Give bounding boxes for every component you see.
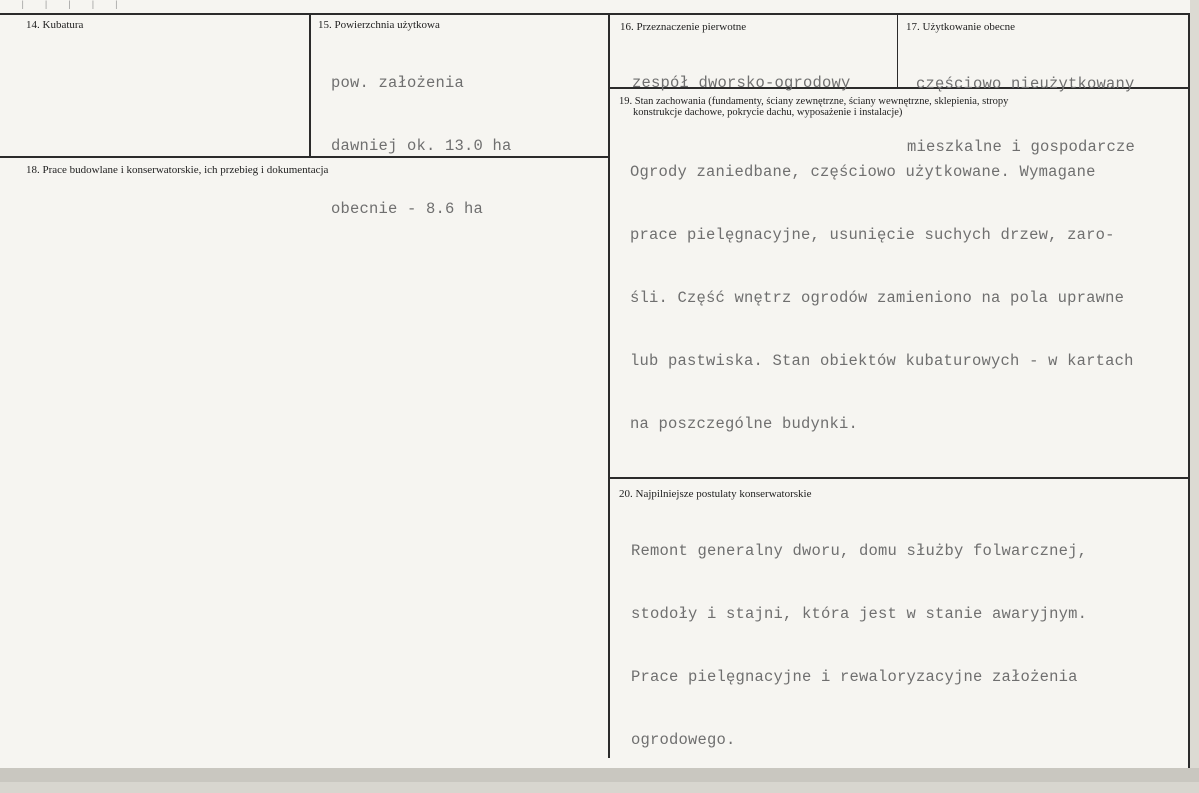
rule-14-15 — [309, 13, 311, 157]
field-16-line: zespół dworsko-ogrodowy — [632, 74, 851, 92]
field-15-line: obecnie - 8.6 ha — [331, 200, 484, 218]
field-17-line: częściowo nieużytkowany — [916, 75, 1135, 93]
field-20-label: 20. Najpilniejsze postulaty konserwatorskie — [619, 488, 812, 500]
field-20-line: Prace pielęgnacyjne i rewaloryzacyjne założenia — [631, 668, 1078, 686]
field-19-label-line2: konstrukcje dachowe, pokrycie dachu, wyposażenie i instalacje) — [633, 107, 903, 118]
field-20-line: stodoły i stajni, która jest w stanie awaryjnym. — [631, 605, 1088, 623]
field-20-value — [631, 499, 1087, 793]
field-20-line: Remont generalny dworu, domu służby folwarcznej, — [631, 542, 1088, 560]
field-18-label: 18. Prace budowlane i konserwatorskie, ich przebieg i dokumentacja — [26, 164, 329, 176]
field-19-line: lub pastwiska. Stan obiektów kubaturowych - w kartach — [630, 352, 1134, 370]
field-19-line: Ogrody zaniedbane, częściowo użytkowane. Wymagane — [630, 163, 1096, 181]
field-15-line: dawniej ok. 13.0 ha — [331, 137, 512, 155]
field-19-line: na poszczególne budynki. — [630, 415, 859, 433]
field-19-value — [630, 120, 1134, 477]
scan-edge-right — [1190, 0, 1199, 782]
field-19-label-line1: 19. Stan zachowania (fundamenty, ściany zewnętrzne, ściany wewnętrzne, sklepienia, stropy — [619, 96, 1009, 107]
field-16-label: 16. Przeznaczenie pierwotne — [620, 21, 747, 33]
field-19-line: śli. Część wnętrz ogrodów zamieniono na pola uprawne — [630, 289, 1125, 307]
field-17-line: mieszkalne i gospodarcze — [907, 138, 1136, 156]
field-17-label: 17. Użytkowanie obecne — [906, 21, 1016, 33]
field-15-line: pow. założenia — [331, 74, 465, 92]
rule-15-16-main — [608, 13, 610, 758]
field-15-value — [331, 31, 512, 262]
scan-remnant: ||||| — [20, 0, 138, 10]
rule-under-14-15 — [0, 156, 610, 158]
field-14-label: 14. Kubatura — [26, 19, 84, 31]
field-15-label: 15. Powierzchnia użytkowa — [318, 19, 440, 31]
rule-16-17 — [897, 13, 898, 88]
rule-under-19 — [609, 477, 1190, 479]
top-rule — [0, 13, 1190, 15]
scan-edge-bottom — [0, 768, 1199, 782]
field-19-line: prace pielęgnacyjne, usunięcie suchych drzew, zaro- — [630, 226, 1115, 244]
field-20-line: ogrodowego. — [631, 731, 736, 749]
